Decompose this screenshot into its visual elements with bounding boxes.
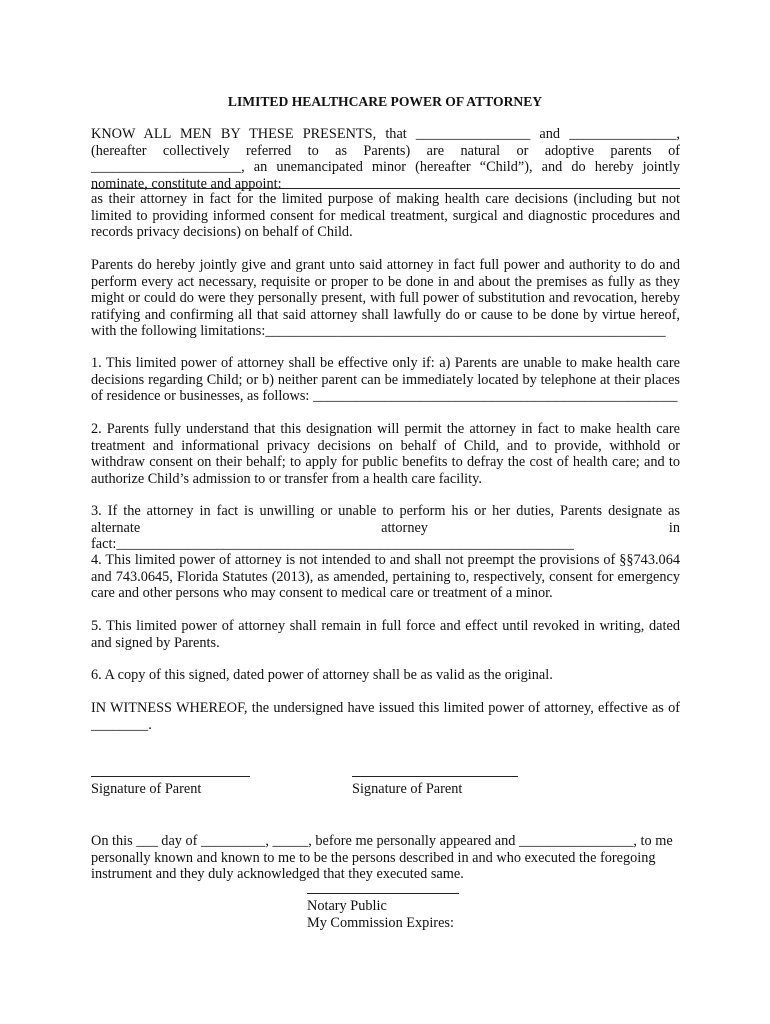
clause-5: 5. This limited power of attorney shall remain in full force and effect until revoked in writing, dated and signed by Parents. [91,618,680,651]
purpose-paragraph: as their attorney in fact for the limited purpose of making health care decisions (including but not limited to providing informed consent for medical treatment, surgical and diagnostic procedures and records privacy decisions) on behalf of Child. [91,191,680,241]
notary-statement: On this ___ day of _________, _____, before me personally appeared and ________________, to me personally known and known to me to be the persons described in and who executed the foregoing instrument and they duly acknowledged that they executed same. [91,833,673,883]
signature-label-left: Signature of Parent [91,781,202,797]
commission-expires: My Commission Expires: [307,915,454,931]
notary-title: Notary Public [307,898,387,914]
clause-4: 4. This limited power of attorney is not intended to and shall not preempt the provisions of §§743.064 and 743.0645, Florida Statutes (2013), as amended, pertaining to, respectively, consent for emergency care and other persons who may consent to medical care or treatment of a minor. [91,552,680,602]
attorney-name-line [91,188,680,189]
clause-6: 6. A copy of this signed, dated power of attorney shall be as valid as the original. [91,667,553,683]
notary-signature-line [307,893,459,894]
witness-paragraph: IN WITNESS WHEREOF, the undersigned have issued this limited power of attorney, effective as of ________. [91,700,680,733]
document-title: LIMITED HEALTHCARE POWER OF ATTORNEY [227,94,543,109]
clause-3: 3. If the attorney in fact is unwilling or unable to perform his or her duties, Parents designate as alternate attorney in fact:________________________________________________________________ [91,503,680,553]
signature-line-left [91,776,250,777]
signature-line-right [352,776,518,777]
signature-label-right: Signature of Parent [352,781,463,797]
clause-2: 2. Parents fully understand that this designation will permit the attorney in fact to make health care treatment and informational privacy decisions on behalf of Child, and to provide, withhold or withdraw consent on their behalf; to apply for public benefits to defray the cost of health care; and to authorize Child’s admission to or transfer from a health care facility. [91,421,680,487]
clause-1: 1. This limited power of attorney shall be effective only if: a) Parents are unable to make health care decisions regarding Child; or b) neither parent can be immediately located by telephone at their places of residence or businesses, as follows: ___________________________________________________ [91,355,680,405]
grant-paragraph: Parents do hereby jointly give and grant unto said attorney in fact full power and authority to do and perform every act necessary, requisite or proper to be done in and about the premises as fully as they might or could do were they personally present, with full power of substitution and revocation, hereby ratifying and confirming all that said attorney shall lawfully do or cause to be done by virtue hereof, with the following limitations:________________________________________________________ [91,257,680,340]
intro-paragraph: KNOW ALL MEN BY THESE PRESENTS, that ________________ and _______________, (hereafter collectively referred to as Parents) are natural or adoptive parents of _____________________, an unemancipated minor (hereafter “Child”), and do hereby jointly nominate, constitute and appoint: [91,126,680,192]
